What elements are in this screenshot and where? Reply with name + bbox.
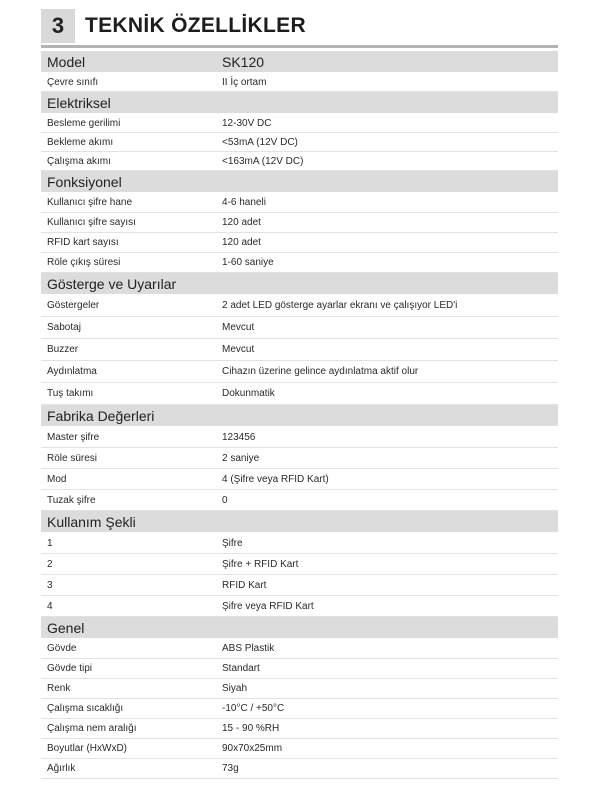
spec-row xyxy=(41,339,558,361)
spec-row xyxy=(41,448,558,469)
spec-value: Şifre xyxy=(222,537,243,549)
spec-label: Besleme gerilimi xyxy=(47,117,121,129)
spec-value: Şifre veya RFID Kart xyxy=(222,600,314,612)
spec-row xyxy=(41,469,558,490)
spec-label: Göstergeler xyxy=(47,300,100,311)
spec-value: -10°C / +50°C xyxy=(222,703,285,714)
spec-row xyxy=(41,719,558,739)
env-value: II İç ortam xyxy=(222,76,267,88)
spec-row xyxy=(41,533,558,554)
spec-value: Standart xyxy=(222,663,260,674)
spec-label: Röle süresi xyxy=(47,452,98,464)
spec-value: <163mA (12V DC) xyxy=(222,155,304,167)
spec-value: 123456 xyxy=(222,431,256,443)
spec-label: Buzzer xyxy=(47,344,79,355)
spec-label: Kullanıcı şifre hane xyxy=(47,197,133,208)
spec-value: 120 adet xyxy=(222,237,261,248)
spec-label: Çalışma akımı xyxy=(47,155,111,167)
spec-value: 15 - 90 %RH xyxy=(222,723,280,734)
spec-row xyxy=(41,427,558,448)
spec-value: 73g xyxy=(222,763,239,774)
spec-label: Mod xyxy=(47,473,67,485)
spec-value: 4-6 haneli xyxy=(222,197,266,208)
spec-label: RFID kart sayısı xyxy=(47,237,119,248)
page-title: TEKNİK ÖZELLİKLER xyxy=(85,14,306,37)
spec-label: Sabotaj xyxy=(47,322,81,333)
spec-value: 1-60 saniye xyxy=(222,257,274,268)
spec-table xyxy=(41,51,558,779)
section-number: 3 xyxy=(41,9,75,43)
spec-label: Renk xyxy=(47,683,71,694)
spec-row xyxy=(41,361,558,383)
spec-label: Tuzak şifre xyxy=(47,494,96,506)
spec-row xyxy=(41,193,558,213)
spec-row xyxy=(41,639,558,659)
spec-value: Siyah xyxy=(222,683,248,694)
spec-value: Mevcut xyxy=(222,322,255,333)
model-row xyxy=(41,51,558,73)
spec-value: RFID Kart xyxy=(222,579,267,591)
section-heading: Gösterge ve Uyarılar xyxy=(41,273,558,295)
spec-row xyxy=(41,152,558,171)
spec-value: 0 xyxy=(222,494,228,506)
spec-row xyxy=(41,659,558,679)
spec-value: 120 adet xyxy=(222,217,261,228)
model-label: Model xyxy=(47,53,86,70)
spec-row xyxy=(41,739,558,759)
spec-row xyxy=(41,133,558,152)
spec-label: Çalışma sıcaklığı xyxy=(47,703,124,714)
section-heading: Kullanım Şekli xyxy=(41,511,558,533)
spec-value: <53mA (12V DC) xyxy=(222,136,298,148)
spec-value: 2 adet LED gösterge ayarlar ekranı ve çalışıyor LED'i xyxy=(222,300,458,311)
spec-row xyxy=(41,317,558,339)
spec-value: 2 saniye xyxy=(222,452,260,464)
spec-value: Dokunmatik xyxy=(222,388,275,399)
spec-value: Cihazın üzerine gelince aydınlatma aktif olur xyxy=(222,366,419,377)
env-label: Çevre sınıfı xyxy=(47,76,99,88)
spec-label: Röle çıkış süresi xyxy=(47,257,121,268)
spec-row xyxy=(41,383,558,405)
spec-label: Boyutlar (HxWxD) xyxy=(47,743,128,754)
spec-row xyxy=(41,295,558,317)
spec-row xyxy=(41,213,558,233)
section-heading: Genel xyxy=(41,617,558,639)
spec-value: 12-30V DC xyxy=(222,117,272,129)
spec-row xyxy=(41,596,558,617)
model-value: SK120 xyxy=(222,53,265,70)
spec-label: Çalışma nem aralığı xyxy=(47,723,137,734)
spec-value: Mevcut xyxy=(222,344,255,355)
section-heading: Elektriksel xyxy=(41,92,558,114)
section-header xyxy=(41,8,306,44)
spec-value: Şifre + RFID Kart xyxy=(222,558,299,570)
spec-row xyxy=(41,699,558,719)
spec-value: 4 (Şifre veya RFID Kart) xyxy=(222,473,329,485)
spec-label: Bekleme akımı xyxy=(47,136,114,148)
spec-value: 90x70x25mm xyxy=(222,743,283,754)
spec-row xyxy=(41,679,558,699)
spec-label: Tuş takımı xyxy=(47,388,94,399)
spec-value: ABS Plastik xyxy=(222,643,275,654)
spec-row xyxy=(41,575,558,596)
spec-label: 4 xyxy=(47,600,53,612)
env-row xyxy=(41,73,558,92)
spec-row xyxy=(41,554,558,575)
spec-label: 2 xyxy=(47,558,53,570)
section-heading: Fabrika Değerleri xyxy=(41,405,558,427)
spec-row xyxy=(41,759,558,779)
spec-label: Master şifre xyxy=(47,431,100,443)
section-heading: Fonksiyonel xyxy=(41,171,558,193)
spec-row xyxy=(41,253,558,273)
spec-row xyxy=(41,490,558,511)
spec-row xyxy=(41,114,558,133)
spec-label: 1 xyxy=(47,537,53,549)
spec-label: 3 xyxy=(47,579,53,591)
spec-label: Gövde xyxy=(47,643,77,654)
spec-label: Aydınlatma xyxy=(47,366,97,377)
spec-row xyxy=(41,233,558,253)
spec-label: Kullanıcı şifre sayısı xyxy=(47,217,136,228)
spec-label: Ağırlık xyxy=(47,763,76,774)
spec-label: Gövde tipi xyxy=(47,663,93,674)
header-divider xyxy=(41,45,558,48)
